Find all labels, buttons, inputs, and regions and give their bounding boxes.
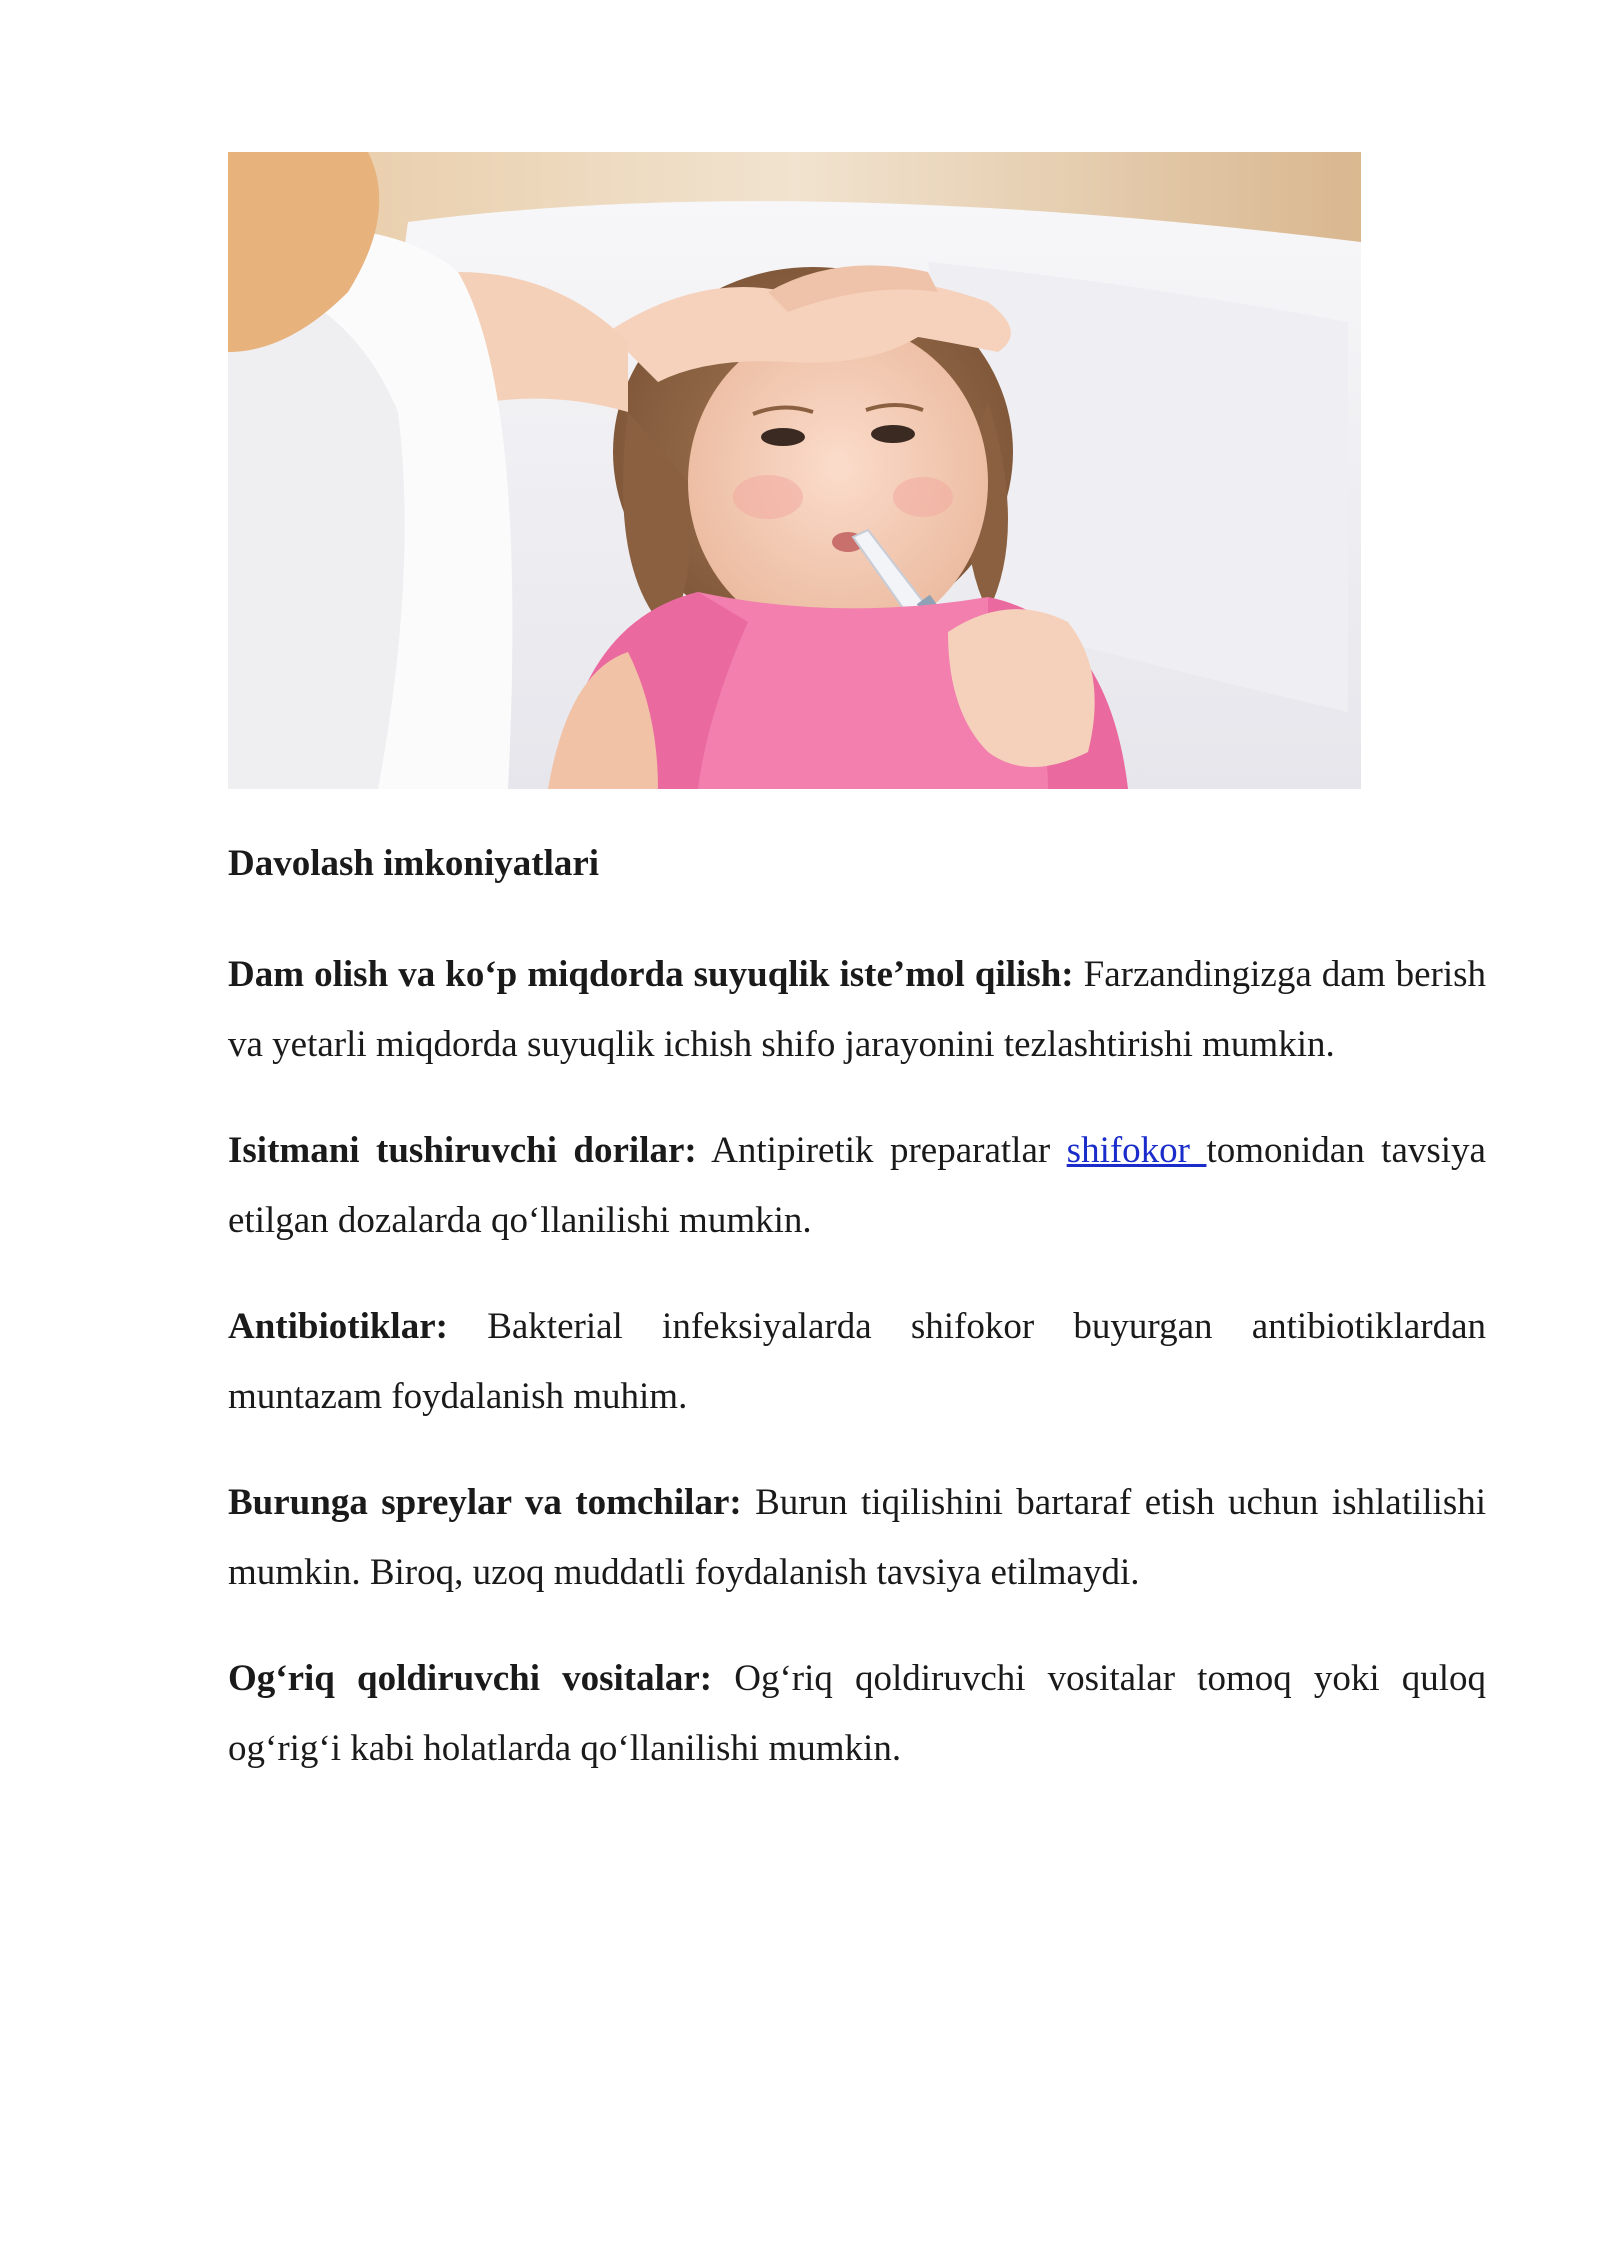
paragraph-nasal-sprays	[228, 1468, 1486, 1608]
paragraph-text: Farzandingizga dam berish va yetarli miqdorda suyuqlik ichish shifo jarayonini tezlashtirishi mumkin.	[228, 954, 1487, 1065]
paragraph-lead: Burunga spreylar va tomchilar:	[228, 1482, 742, 1523]
paragraph-lead: Antibiotiklar:	[228, 1306, 448, 1347]
sick-child-with-thermometer-photo-icon	[228, 152, 1361, 789]
section-heading: Davolash imkoniyatlari	[228, 843, 600, 884]
paragraph-rest-and-fluids	[228, 940, 1486, 1080]
paragraph-lead: Dam olish va ko‘p miqdorda suyuqlik iste’mol qilish:	[228, 954, 1074, 995]
paragraph-antibiotics	[228, 1292, 1486, 1432]
paragraph-lead: Isitmani tushiruvchi dorilar:	[228, 1130, 697, 1171]
paragraph-text: Og‘riq qoldiruvchi vositalar tomoq yoki quloq og‘rig‘i kabi holatlarda qo‘llanilishi mumkin.	[228, 1658, 1487, 1769]
treatment-options-section	[228, 838, 1486, 1820]
paragraph-text: Bakterial infeksiyalarda shifokor buyurgan antibiotiklardan muntazam foydalanish muhim.	[228, 1306, 1486, 1417]
paragraph-lead: Og‘riq qoldiruvchi vositalar:	[228, 1658, 713, 1699]
shifokor-link[interactable]: shifokor	[1066, 1130, 1207, 1171]
paragraph-text: Antipiretik preparatlar	[696, 1130, 1067, 1171]
paragraph-pain-relievers	[228, 1644, 1486, 1784]
paragraph-antipyretics	[228, 1116, 1486, 1256]
paragraph-text: tomonidan tavsiya etilgan dozalarda qo‘llanilishi mumkin.	[228, 1130, 1486, 1241]
paragraph-text: Burun tiqilishini bartaraf etish uchun ishlatilishi mumkin. Biroq, uzoq muddatli foydalanish tavsiya etilmaydi.	[228, 1482, 1487, 1593]
sick-child-photo	[228, 152, 1361, 789]
